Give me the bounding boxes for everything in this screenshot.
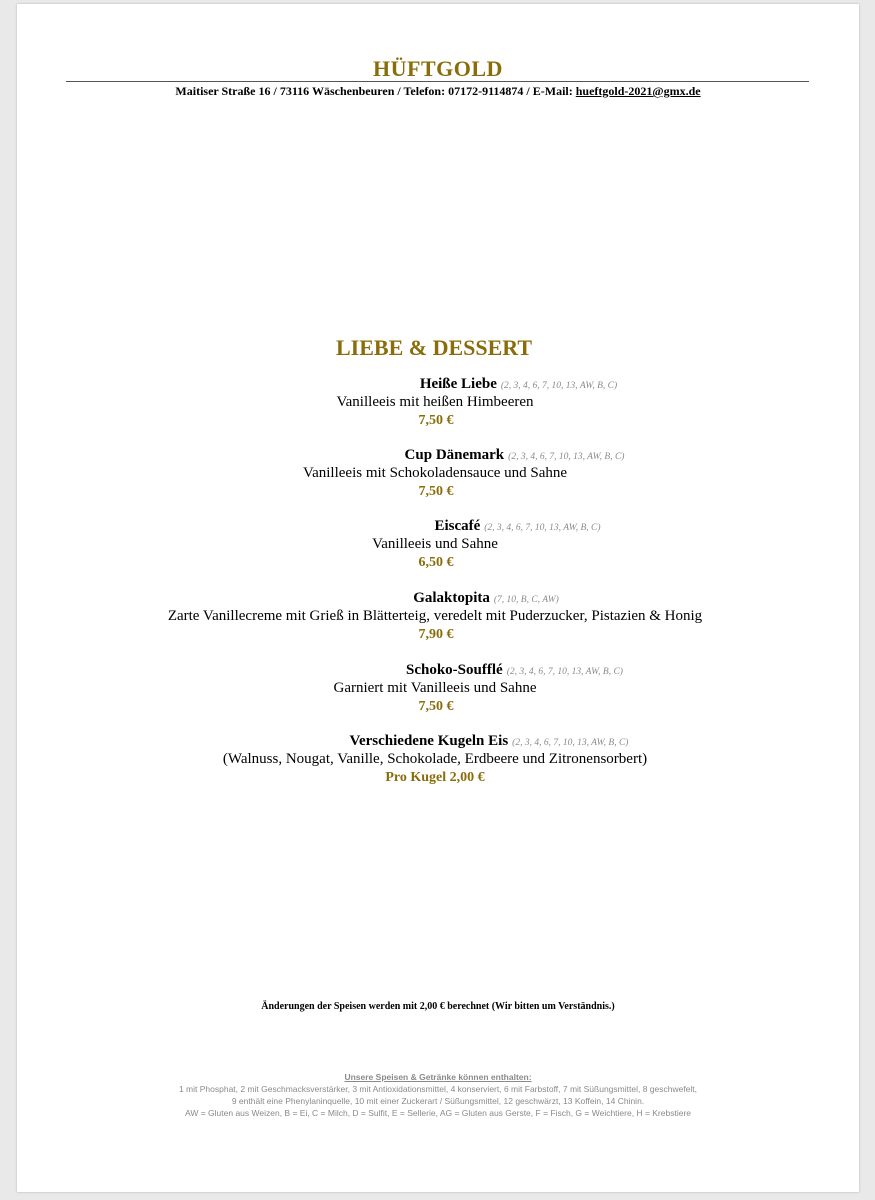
allergen-line: AW = Gluten aus Weizen, B = Ei, C = Milch, D = Sulfit, E = Sellerie, AG = Gluten aus Gerste, F = Fisch, G = Weichtiere, H = Krebstiere — [184, 1108, 692, 1118]
item-description: (Walnuss, Nougat, Vanille, Schokolade, Erdbeere und Zitronensorbert) — [222, 751, 648, 767]
menu-item — [17, 518, 859, 571]
header-divider — [66, 81, 809, 82]
allergen-line: 1 mit Phosphat, 2 mit Geschmacksverstärker, 3 mit Antioxidationsmittel, 4 konserviert, 6 mit Farbstoff, 7 mit Süßungsmittel, 8 geschwefelt, — [178, 1084, 698, 1094]
menu-item — [17, 447, 859, 500]
item-price: 7,50 € — [418, 484, 454, 499]
menu-item — [17, 590, 859, 643]
allergen-legend — [17, 1071, 859, 1119]
item-allergen-codes: (2, 3, 4, 6, 7, 10, 13, AW, B, C) — [484, 523, 601, 533]
menu-item — [17, 376, 859, 429]
item-description: Zarte Vanillecreme mit Grieß in Blätterteig, veredelt mit Puderzucker, Pistazien & Honig — [167, 608, 703, 624]
menu-page — [17, 4, 859, 1192]
email-link[interactable]: hueftgold-2021@gmx.de — [575, 84, 701, 98]
allergen-heading: Unsere Speisen & Getränke können enthalten: — [344, 1072, 532, 1082]
item-price: 6,50 € — [418, 555, 454, 570]
contact-address: Maitiser Straße 16 / 73116 Wäschenbeuren / Telefon: 07172-9114874 / E-Mail: — [175, 84, 576, 98]
restaurant-name: HÜFTGOLD — [373, 56, 503, 81]
menu-item — [17, 662, 859, 715]
item-description: Vanilleeis mit Schokoladensauce und Sahne — [302, 465, 568, 481]
item-price: 7,50 € — [418, 699, 454, 714]
item-name: Verschiedene Kugeln Eis — [349, 733, 509, 749]
item-name: Eiscafé — [434, 518, 481, 534]
item-description: Vanilleeis und Sahne — [372, 536, 498, 552]
item-allergen-codes: (2, 3, 4, 6, 7, 10, 13, AW, B, C) — [508, 452, 625, 462]
contact-line — [17, 84, 859, 99]
item-name: Galaktopita — [413, 590, 490, 606]
item-name: Schoko-Soufflé — [406, 662, 503, 678]
item-description: Vanilleeis mit heißen Himbeeren — [336, 394, 534, 410]
allergen-line: 9 enthält eine Phenylaninquelle, 10 mit einer Zuckerart / Süßungsmittel, 12 geschwärzt, 13 Koffein, 14 Chinin. — [231, 1096, 645, 1106]
section-title: LIEBE & DESSERT — [336, 335, 533, 360]
menu-item — [17, 733, 859, 786]
item-allergen-codes: (7, 10, B, C, AW) — [493, 595, 559, 605]
item-price: 7,50 € — [418, 413, 454, 428]
item-price: 7,90 € — [418, 627, 454, 642]
item-name: Cup Dänemark — [404, 447, 505, 463]
item-allergen-codes: (2, 3, 4, 6, 7, 10, 13, AW, B, C) — [500, 381, 618, 391]
item-name: Heiße Liebe — [419, 376, 497, 392]
item-price: Pro Kugel 2,00 € — [385, 770, 485, 785]
item-allergen-codes: (2, 3, 4, 6, 7, 10, 13, AW, B, C) — [506, 667, 623, 677]
item-description: Garniert mit Vanilleeis und Sahne — [333, 680, 537, 696]
change-fee-notice: Änderungen der Speisen werden mit 2,00 € berechnet (Wir bitten um Verständnis.) — [261, 1001, 615, 1012]
item-allergen-codes: (2, 3, 4, 6, 7, 10, 13, AW, B, C) — [512, 738, 629, 748]
